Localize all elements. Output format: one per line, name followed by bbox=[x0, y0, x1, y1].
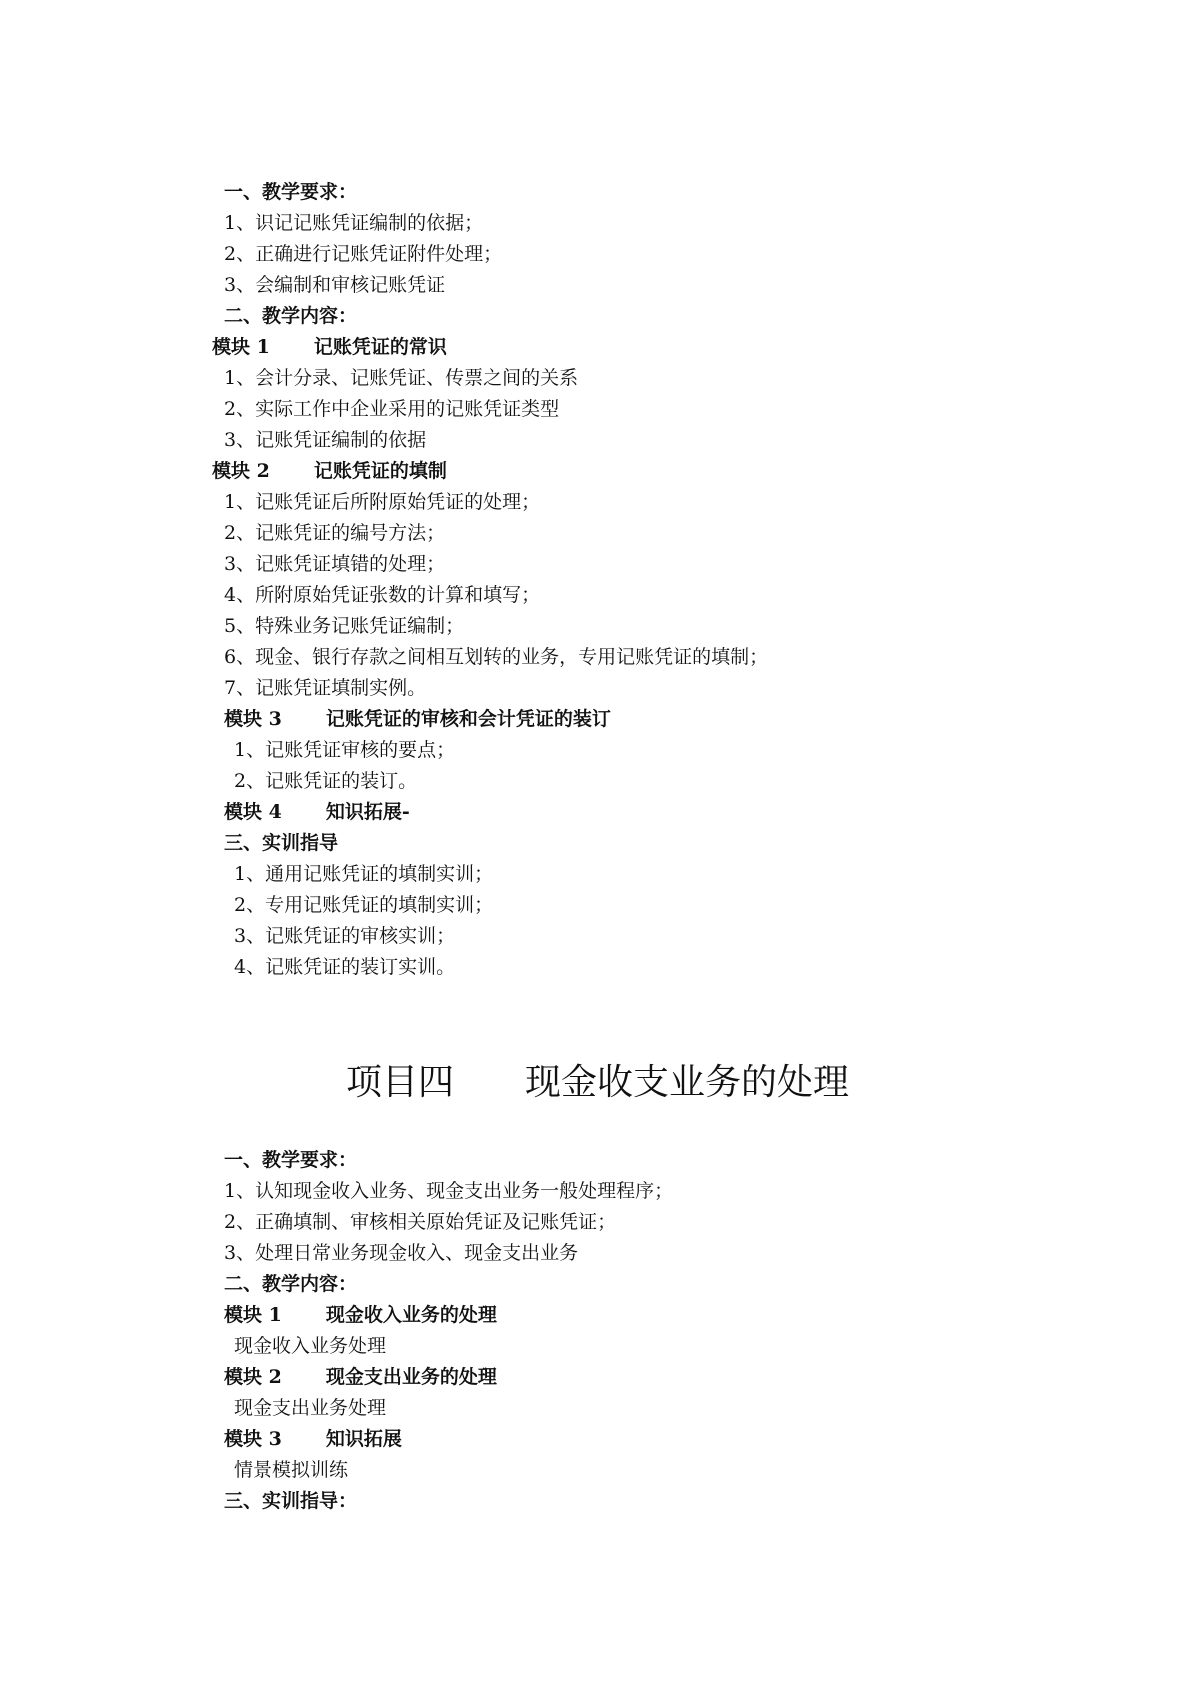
module-title: 知识拓展 bbox=[325, 1428, 402, 1450]
module-title: 知识拓展- bbox=[325, 801, 410, 823]
module-title: 记账凭证的常识 bbox=[313, 336, 447, 358]
module-item: 4、所附原始凭证张数的计算和填写； bbox=[224, 584, 541, 606]
module-heading bbox=[224, 1362, 497, 1392]
module-item: 1、记账凭证后所附原始凭证的处理； bbox=[224, 491, 541, 513]
module-number: 模块 2 bbox=[224, 1366, 282, 1388]
requirement-item: 2、正确进行记账凭证附件处理； bbox=[224, 243, 503, 265]
module-item: 2、实际工作中企业采用的记账凭证类型 bbox=[224, 398, 560, 420]
module-text: 现金支出业务处理 bbox=[234, 1397, 387, 1419]
module-item: 1、会计分录、记账凭证、传票之间的关系 bbox=[224, 367, 579, 389]
module-item: 2、记账凭证的装订。 bbox=[234, 770, 418, 792]
module-number: 模块 2 bbox=[212, 460, 270, 482]
practice-guidance-heading: 三、实训指导 bbox=[224, 832, 339, 854]
module-heading bbox=[224, 797, 410, 827]
project-title bbox=[0, 1058, 1191, 1108]
module-text: 现金收入业务处理 bbox=[234, 1335, 387, 1357]
module-number: 模块 3 bbox=[224, 708, 282, 730]
teaching-requirements-heading: 一、教学要求： bbox=[224, 181, 358, 203]
requirement-item: 3、会编制和审核记账凭证 bbox=[224, 274, 446, 296]
project-number: 项目四 bbox=[346, 1062, 455, 1103]
module-title: 现金收入业务的处理 bbox=[325, 1304, 497, 1326]
requirement-item: 1、识记记账凭证编制的依据； bbox=[224, 212, 484, 234]
module-heading bbox=[224, 1300, 497, 1330]
module-number: 模块 1 bbox=[212, 336, 270, 358]
module-heading bbox=[212, 456, 447, 486]
module-heading bbox=[224, 704, 611, 734]
module-heading bbox=[224, 1424, 402, 1454]
module-title: 现金支出业务的处理 bbox=[325, 1366, 497, 1388]
module-number: 模块 3 bbox=[224, 1428, 282, 1450]
practice-item: 4、记账凭证的装订实训。 bbox=[234, 956, 456, 978]
project-name: 现金收支业务的处理 bbox=[525, 1062, 850, 1103]
module-title: 记账凭证的审核和会计凭证的装订 bbox=[325, 708, 611, 730]
teaching-requirements-heading: 一、教学要求： bbox=[224, 1149, 358, 1171]
module-number: 模块 1 bbox=[224, 1304, 282, 1326]
module-item: 5、特殊业务记账凭证编制； bbox=[224, 615, 465, 637]
module-heading bbox=[212, 332, 447, 362]
module-item: 7、记账凭证填制实例。 bbox=[224, 677, 427, 699]
module-item: 3、记账凭证编制的依据 bbox=[224, 429, 427, 451]
practice-item: 2、专用记账凭证的填制实训； bbox=[234, 894, 494, 916]
teaching-content-heading: 二、教学内容： bbox=[224, 305, 358, 327]
practice-item: 3、记账凭证的审核实训； bbox=[234, 925, 456, 947]
module-item: 3、记账凭证填错的处理； bbox=[224, 553, 446, 575]
module-item: 1、记账凭证审核的要点； bbox=[234, 739, 456, 761]
module-item: 6、现金、银行存款之间相互划转的业务，专用记账凭证的填制； bbox=[224, 646, 769, 668]
practice-guidance-heading: 三、实训指导： bbox=[224, 1490, 358, 1512]
requirement-item: 1、认知现金收入业务、现金支出业务一般处理程序； bbox=[224, 1180, 674, 1202]
practice-item: 1、通用记账凭证的填制实训； bbox=[234, 863, 494, 885]
module-title: 记账凭证的填制 bbox=[313, 460, 447, 482]
teaching-content-heading: 二、教学内容： bbox=[224, 1273, 358, 1295]
module-number: 模块 4 bbox=[224, 801, 282, 823]
requirement-item: 3、处理日常业务现金收入、现金支出业务 bbox=[224, 1242, 579, 1264]
requirement-item: 2、正确填制、审核相关原始凭证及记账凭证； bbox=[224, 1211, 617, 1233]
module-text: 情景模拟训练 bbox=[234, 1459, 349, 1481]
module-item: 2、记账凭证的编号方法； bbox=[224, 522, 446, 544]
